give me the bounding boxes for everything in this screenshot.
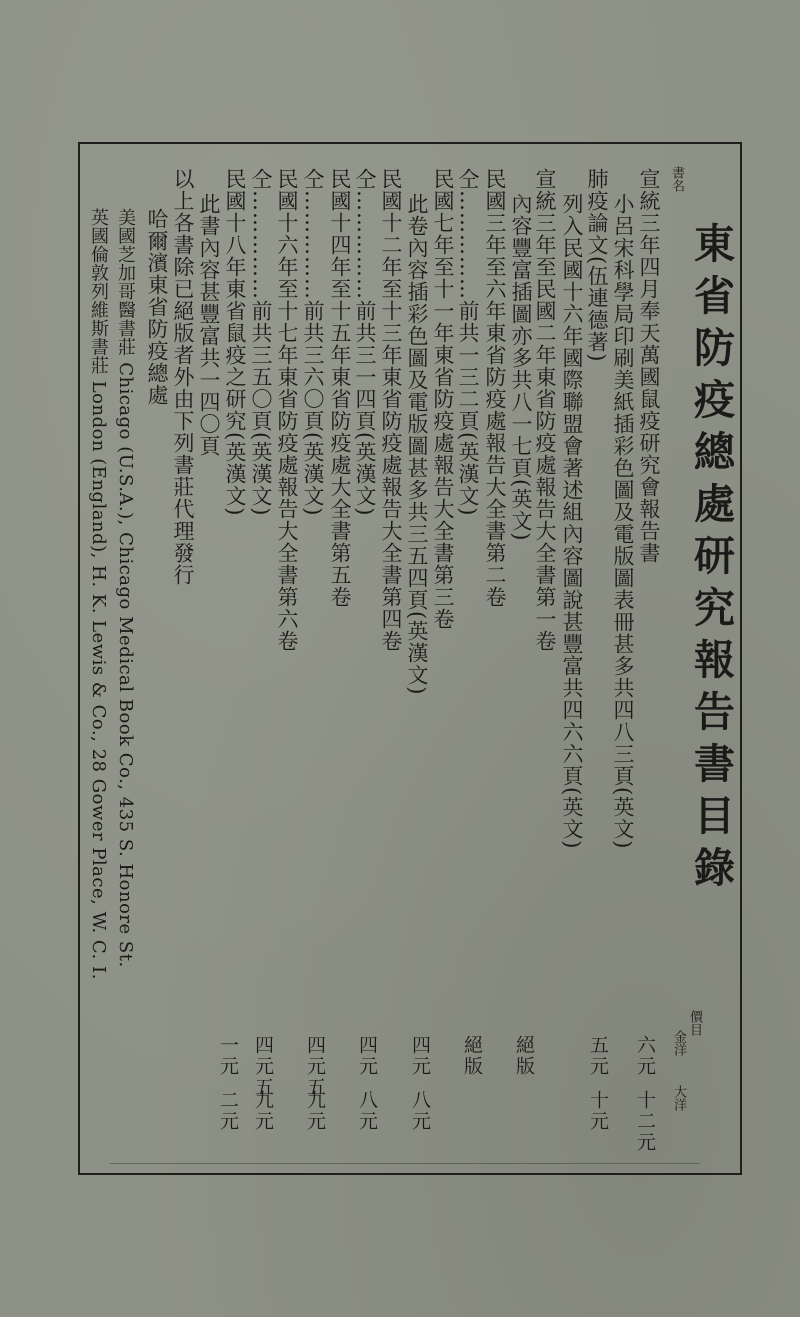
da-yang-price: 十二元 — [634, 1090, 656, 1153]
bottom-rule — [110, 1163, 700, 1164]
da-yang-label: 大洋 — [671, 1085, 686, 1111]
catalog-entry: 仝……………前共一三二頁(英漢文) — [456, 168, 480, 517]
gold-yang-price: 絕版 — [461, 1035, 483, 1077]
gold-yang-price: 四元五 — [304, 1035, 326, 1098]
gold-yang-price: 絕版 — [513, 1035, 535, 1077]
da-yang-price: 八元 — [356, 1090, 378, 1132]
da-yang-price: 九元 — [304, 1090, 326, 1132]
catalog-entry: 哈爾濱東省防疫總處 — [145, 208, 169, 406]
catalog-entry: 宣統三年至民國二年東省防疫處報告大全書第一卷 — [533, 168, 557, 652]
catalog-entry: 此卷內容插彩色圖及電版圖甚多共三五四頁(英漢文) — [405, 193, 429, 696]
catalog-entry: 民國十二年至十三年東省防疫處報告大全書第四卷 — [379, 168, 403, 652]
catalog-entry: 仝……………前共三五〇頁(英漢文) — [249, 168, 273, 517]
book-name-label: 書名 — [669, 166, 684, 192]
catalog-entry: 內容豐富插圖亦多共八一七頁(英文) — [509, 193, 533, 542]
catalog-entry: 肺疫論文(伍連德著) — [585, 168, 609, 363]
catalog-entry: 英國倫敦列維斯書莊 London (England), H. K. Lewis & Co., 28 Gower Place, W. C. I. — [88, 208, 109, 980]
page-title: 東省防疫總處研究報告書目錄 — [687, 222, 735, 898]
catalog-entry: 列入民國十六年國際聯盟會著述組內容圖說甚豐富共四六六頁(英文) — [560, 193, 584, 850]
gold-yang-price: 四元 — [356, 1035, 378, 1077]
catalog-entry: 宣統三年四月奉天萬國鼠疫研究會報告書 — [637, 168, 661, 564]
price-header-label: 價目 — [687, 1010, 702, 1036]
catalog-entry: 民國三年至六年東省防疫處報告大全書第二卷 — [483, 168, 507, 608]
da-yang-price: 九元 — [252, 1090, 274, 1132]
catalog-entry: 小呂宋科學局印刷美紙插彩色圖及電版圖表冊甚多共四八三頁(英文) — [611, 193, 635, 850]
gold-yang-label: 金洋 — [671, 1030, 686, 1056]
catalog-entry: 仝……………前共三六〇頁(英漢文) — [301, 168, 325, 517]
catalog-entry: 民國七年至十一年東省防疫處報告大全書第三卷 — [431, 168, 455, 630]
catalog-entry: 仝……………前共三一四頁(英漢文) — [353, 168, 377, 517]
gold-yang-price: 一元 — [217, 1035, 239, 1077]
da-yang-price: 二元 — [217, 1090, 239, 1132]
catalog-entry: 民國十八年東省鼠疫之研究(英漢文) — [223, 168, 247, 517]
da-yang-price: 十元 — [587, 1090, 609, 1132]
gold-yang-price: 六元 — [634, 1035, 656, 1077]
catalog-entry: 以上各書除已絕版者外由下列書莊代理發行 — [171, 168, 195, 586]
gold-yang-price: 五元 — [587, 1035, 609, 1077]
gold-yang-price: 四元五 — [252, 1035, 274, 1098]
catalog-entry: 民國十四年至十五年東省防疫處大全書第五卷 — [328, 168, 352, 608]
gold-yang-price: 四元 — [409, 1035, 431, 1077]
catalog-entry: 此書內容甚豐富共一四〇頁 — [197, 193, 221, 457]
da-yang-price: 八元 — [409, 1090, 431, 1132]
catalog-entry: 美國芝加哥醫書莊 Chicago (U.S.A.), Chicago Medical Book Co., 435 S. Honore St. — [115, 208, 136, 968]
catalog-entry: 民國十六年至十七年東省防疫處報告大全書第六卷 — [275, 168, 299, 652]
